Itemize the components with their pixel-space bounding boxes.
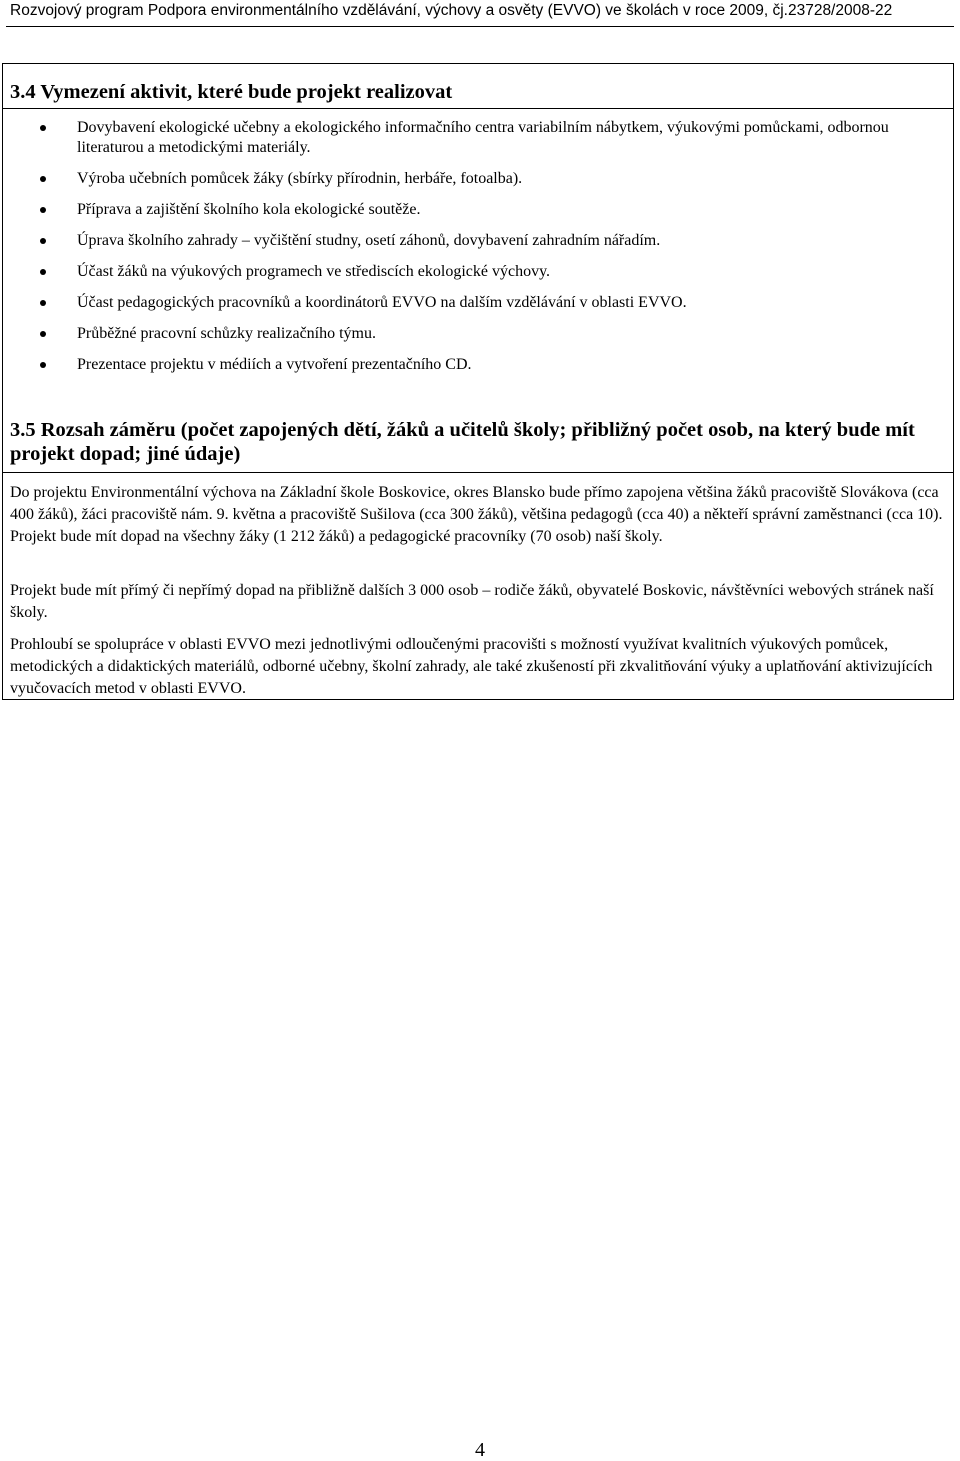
header-divider [6,26,954,27]
list-item-text: Dovybavení ekologické učebny a ekologického informačního centra variabilním nábytkem, výukovými pomůckami, odbornou literaturou a metodickými materiály. [77,119,889,156]
list-item-text: Prezentace projektu v médiích a vytvoření prezentačního CD. [77,356,472,373]
bullet-icon [40,362,46,368]
list-item-text: Průběžné pracovní schůzky realizačního týmu. [77,325,376,342]
paragraph-cooperation: Prohloubí se spolupráce v oblasti EVVO mezi jednotlivými odloučenými pracovišti s možností využívat kvalitních výukových pomůcek, metodických a didaktických materiálů, odborné učebny, školní zahrady, ale také zkušeností při zkvalitňování výuky a uplatňování aktivizujících vyučovacích metod v oblasti EVVO. [10,636,933,697]
bullet-icon [40,125,46,131]
list-item [0,231,940,251]
list-item-text: Účast žáků na výukových programech ve střediscích ekologické výchovy. [77,263,551,280]
list-item [0,293,940,313]
list-item [0,118,940,158]
list-item [0,200,940,220]
list-item [0,262,940,282]
section-title-3-5: 3.5 Rozsah záměru (počet zapojených dětí, žáků a učitelů školy; přibližný počet osob, na který bude mít projekt dopad; jiné údaje) [10,419,915,465]
bullet-icon [40,269,46,275]
page-number: 4 [475,1439,485,1461]
list-item-text: Úprava školního zahrady – vyčištění studny, osetí záhonů, dovybavení zahradním nářadím. [77,232,661,249]
list-item-text: Účast pedagogických pracovníků a koordinátorů EVVO na dalším vzdělávání v oblasti EVVO. [77,294,687,311]
list-item-text: Výroba učebních pomůcek žáky (sbírky přírodnin, herbáře, fotoalba). [77,170,523,187]
section-title-divider [3,108,954,109]
list-item-text: Příprava a zajištění školního kola ekologické soutěže. [77,201,421,218]
paragraph-participants: Do projektu Environmentální výchova na Základní škole Boskovice, okres Blansko bude přímo zapojena většina žáků pracoviště Slovákova (cca 400 žáků), žáci pracoviště nám. 9. května a pracoviště Sušilova (cca 300 žáků), většina pedagogů (cca 40) a někteří správní zaměstnanci (cca 10). Projekt bude mít dopad na všechny žáky (1 212 žáků) a pedagogické pracovníky (70 osob) naší školy. [10,484,943,545]
section-title-divider [3,472,954,473]
bullet-icon [40,238,46,244]
page-header: Rozvojový program Podpora environmentálního vzdělávání, výchovy a osvěty (EVVO) ve školách v roce 2009, čj.23728/2008-22 [10,2,893,19]
list-item [0,169,940,189]
bullet-icon [40,300,46,306]
activities-list [0,118,940,386]
bullet-icon [40,176,46,182]
paragraph-impact: Projekt bude mít přímý či nepřímý dopad na přibližně dalších 3 000 osob – rodiče žáků, obyvatelé Boskovic, návštěvníci webových stránek naší školy. [10,582,934,621]
bullet-icon [40,207,46,213]
section-title-3-4: 3.4 Vymezení aktivit, které bude projekt realizovat [10,81,453,103]
list-item [0,355,940,375]
list-item [0,324,940,344]
bullet-icon [40,331,46,337]
